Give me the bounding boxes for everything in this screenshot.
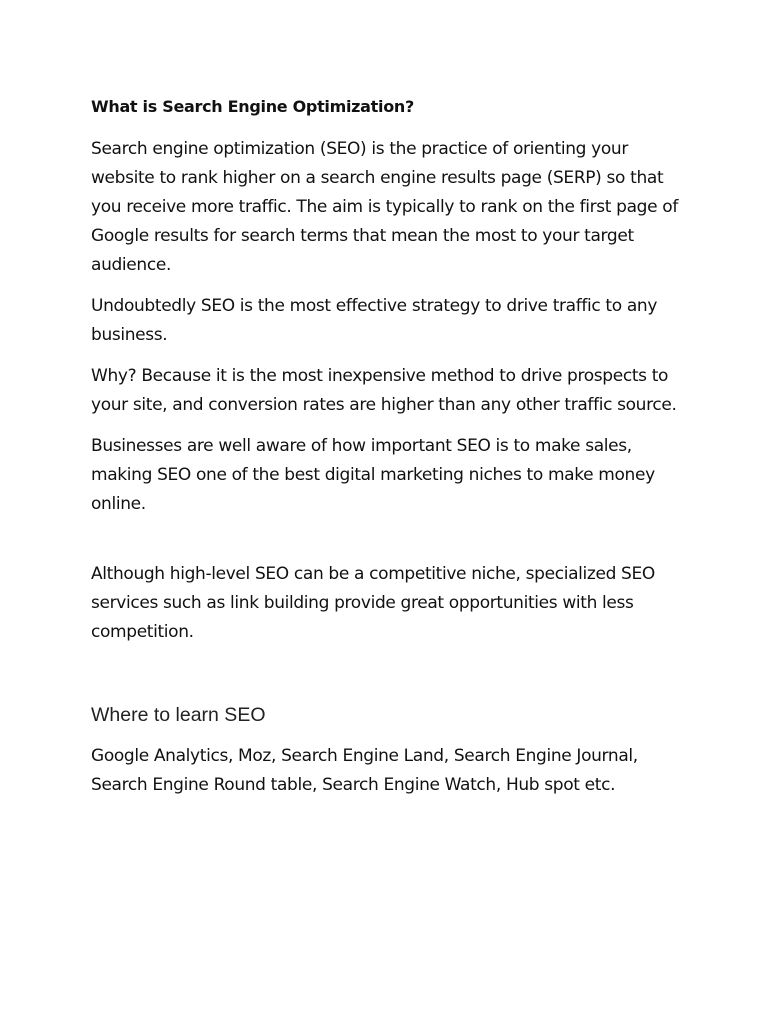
document-body bbox=[91, 92, 691, 812]
section-subheading: Where to learn SEO bbox=[91, 704, 266, 726]
document-heading: What is Search Engine Optimization? bbox=[91, 97, 414, 116]
paragraph-seo-businesses: Businesses are well aware of how important SEO is to make sales, making SEO one of the best digital marketing niches to make money online. bbox=[91, 436, 655, 514]
paragraph-seo-why: Why? Because it is the most inexpensive method to drive prospects to your site, and conversion rates are higher than any other traffic source. bbox=[91, 366, 677, 415]
paragraph-seo-niche: Although high-level SEO can be a competitive niche, specialized SEO services such as link building provide great opportunities with less competition. bbox=[91, 564, 655, 642]
paragraph-seo-effective: Undoubtedly SEO is the most effective strategy to drive traffic to any business. bbox=[91, 296, 658, 345]
paragraph-resources: Google Analytics, Moz, Search Engine Land, Search Engine Journal, Search Engine Round table, Search Engine Watch, Hub spot etc. bbox=[91, 746, 638, 795]
paragraph-seo-definition: Search engine optimization (SEO) is the practice of orienting your website to rank higher on a search engine results page (SERP) so that you receive more traffic. The aim is typically to rank on the first page of Google results for search terms that mean the most to your target audience. bbox=[91, 139, 678, 275]
